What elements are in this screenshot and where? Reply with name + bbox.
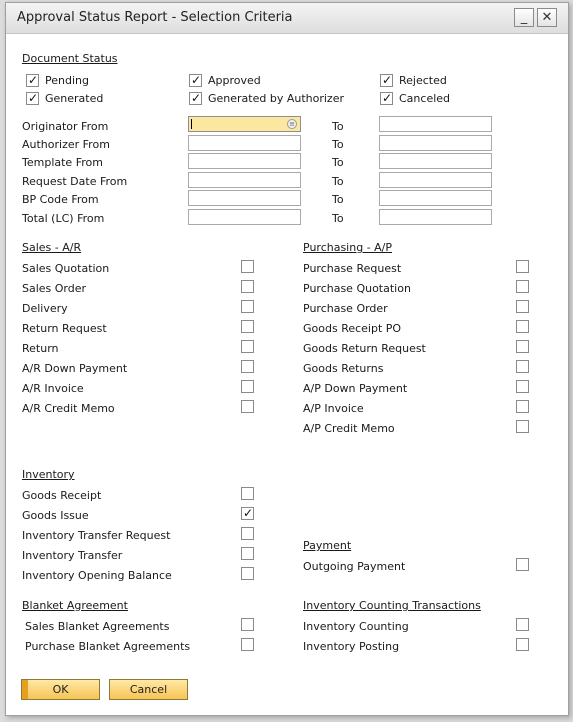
ar-credit-memo-label: A/R Credit Memo [22, 402, 115, 415]
sales-order-label: Sales Order [22, 282, 87, 295]
approved-checkbox[interactable] [189, 74, 202, 87]
sales-order-checkbox[interactable] [241, 280, 254, 293]
pending-checkbox[interactable] [26, 74, 39, 87]
to-label: To [332, 175, 344, 188]
to-label: To [332, 156, 344, 169]
generated-label: Generated [45, 92, 104, 105]
total-lc-from-label: Total (LC) From [22, 212, 105, 225]
ok-button[interactable] [21, 679, 100, 700]
bp-code-from-input[interactable] [188, 190, 301, 206]
check-icon: ✓ [27, 91, 39, 105]
generated-by-authorizer-checkbox[interactable] [189, 92, 202, 105]
rejected-checkbox[interactable] [380, 74, 393, 87]
canceled-checkbox[interactable] [380, 92, 393, 105]
inventory-counting-heading: Inventory Counting Transactions [303, 599, 481, 612]
minimize-icon: _ [520, 10, 528, 25]
request-date-from-label: Request Date From [22, 175, 128, 188]
purchase-quotation-label: Purchase Quotation [303, 282, 411, 295]
goods-receipt-checkbox[interactable] [241, 487, 254, 500]
purchasing-heading: Purchasing - A/P [303, 241, 393, 254]
request-date-from-input[interactable] [188, 172, 301, 188]
delivery-checkbox[interactable] [241, 300, 254, 313]
document-status-heading: Document Status [22, 52, 118, 65]
purchase-quotation-checkbox[interactable] [516, 280, 529, 293]
inventory-transfer-checkbox[interactable] [241, 547, 254, 560]
pending-label: Pending [45, 74, 89, 87]
originator-to-input[interactable] [379, 116, 492, 132]
rejected-label: Rejected [399, 74, 447, 87]
check-icon: ✓ [190, 91, 202, 105]
to-label: To [332, 138, 344, 151]
check-icon: ✓ [190, 73, 202, 87]
payment-heading: Payment [303, 539, 352, 552]
goods-issue-label: Goods Issue [22, 509, 89, 522]
goods-returns-label: Goods Returns [303, 362, 384, 375]
cancel-button-label: Cancel [129, 683, 168, 696]
purchase-order-checkbox[interactable] [516, 300, 529, 313]
ap-down-payment-checkbox[interactable] [516, 380, 529, 393]
return-label: Return [22, 342, 59, 355]
to-label: To [332, 212, 344, 225]
originator-from-input[interactable] [188, 116, 301, 132]
close-icon: ✕ [541, 10, 553, 25]
cancel-button[interactable] [109, 679, 188, 700]
bp-code-from-label: BP Code From [22, 193, 99, 206]
sales-quotation-label: Sales Quotation [22, 262, 110, 275]
authorizer-from-input[interactable] [188, 135, 301, 151]
template-to-input[interactable] [379, 153, 492, 169]
ap-credit-memo-checkbox[interactable] [516, 420, 529, 433]
inventory-transfer-label: Inventory Transfer [22, 549, 123, 562]
check-icon: ✓ [27, 73, 39, 87]
outgoing-payment-label: Outgoing Payment [303, 560, 406, 573]
goods-returns-checkbox[interactable] [516, 360, 529, 373]
canceled-label: Canceled [399, 92, 451, 105]
originator-from-label: Originator From [22, 120, 109, 133]
window-title: Approval Status Report - Selection Criteria [17, 10, 293, 25]
return-request-label: Return Request [22, 322, 107, 335]
inventory-posting-checkbox[interactable] [516, 638, 529, 651]
request-date-to-input[interactable] [379, 172, 492, 188]
bp-code-to-input[interactable] [379, 190, 492, 206]
blanket-agreement-heading: Blanket Agreement [22, 599, 128, 612]
goods-return-request-label: Goods Return Request [303, 342, 426, 355]
inventory-transfer-request-label: Inventory Transfer Request [22, 529, 171, 542]
purchase-request-label: Purchase Request [303, 262, 402, 275]
sales-quotation-checkbox[interactable] [241, 260, 254, 273]
ar-down-payment-label: A/R Down Payment [22, 362, 128, 375]
return-request-checkbox[interactable] [241, 320, 254, 333]
inventory-opening-balance-label: Inventory Opening Balance [22, 569, 172, 582]
ar-down-payment-checkbox[interactable] [241, 360, 254, 373]
ap-invoice-checkbox[interactable] [516, 400, 529, 413]
generated-checkbox[interactable] [26, 92, 39, 105]
ar-invoice-label: A/R Invoice [22, 382, 84, 395]
check-icon: ✓ [381, 73, 393, 87]
list-picker-icon[interactable]: ≡ [287, 119, 297, 129]
title-bar [6, 3, 568, 34]
ar-invoice-checkbox[interactable] [241, 380, 254, 393]
sales-blanket-agreements-label: Sales Blanket Agreements [25, 620, 170, 633]
inventory-heading: Inventory [22, 468, 75, 481]
check-icon: ✓ [381, 91, 393, 105]
ap-credit-memo-label: A/P Credit Memo [303, 422, 395, 435]
outgoing-payment-checkbox[interactable] [516, 558, 529, 571]
authorizer-to-input[interactable] [379, 135, 492, 151]
to-label: To [332, 193, 344, 206]
approved-label: Approved [208, 74, 261, 87]
sales-blanket-agreements-checkbox[interactable] [241, 618, 254, 631]
goods-receipt-label: Goods Receipt [22, 489, 102, 502]
purchase-order-label: Purchase Order [303, 302, 388, 315]
sales-heading: Sales - A/R [22, 241, 82, 254]
template-from-label: Template From [22, 156, 103, 169]
inventory-counting-checkbox[interactable] [516, 618, 529, 631]
goods-receipt-po-checkbox[interactable] [516, 320, 529, 333]
ap-down-payment-label: A/P Down Payment [303, 382, 408, 395]
ok-button-label: OK [52, 683, 69, 696]
inventory-opening-balance-checkbox[interactable] [241, 567, 254, 580]
goods-return-request-checkbox[interactable] [516, 340, 529, 353]
inventory-posting-label: Inventory Posting [303, 640, 400, 653]
return-checkbox[interactable] [241, 340, 254, 353]
purchase-blanket-agreements-label: Purchase Blanket Agreements [25, 640, 191, 653]
ap-invoice-label: A/P Invoice [303, 402, 364, 415]
inventory-transfer-request-checkbox[interactable] [241, 527, 254, 540]
purchase-request-checkbox[interactable] [516, 260, 529, 273]
delivery-label: Delivery [22, 302, 68, 315]
to-label: To [332, 120, 344, 133]
inventory-counting-label: Inventory Counting [303, 620, 409, 633]
minimize-button[interactable] [514, 8, 534, 27]
goods-issue-checkbox[interactable] [241, 507, 254, 520]
ar-credit-memo-checkbox[interactable] [241, 400, 254, 413]
dialog-window [5, 2, 569, 716]
total-lc-to-input[interactable] [379, 209, 492, 225]
template-from-input[interactable] [188, 153, 301, 169]
check-icon: ✓ [242, 506, 254, 520]
goods-receipt-po-label: Goods Receipt PO [303, 322, 402, 335]
total-lc-from-input[interactable] [188, 209, 301, 225]
close-button[interactable] [537, 8, 557, 27]
generated-by-authorizer-label: Generated by Authorizer [208, 92, 344, 105]
purchase-blanket-agreements-checkbox[interactable] [241, 638, 254, 651]
authorizer-from-label: Authorizer From [22, 138, 110, 151]
